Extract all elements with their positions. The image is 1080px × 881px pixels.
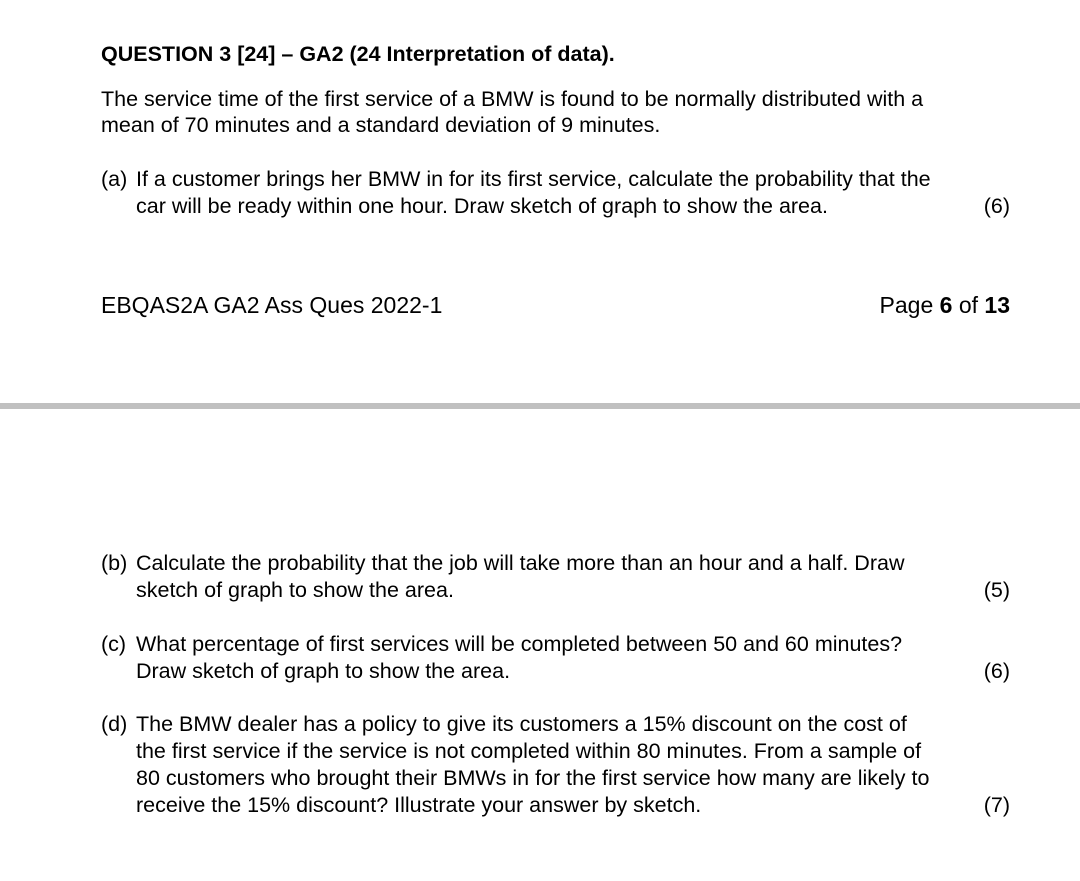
footer-code: EBQAS2A GA2 Ass Ques 2022-1 (101, 292, 443, 318)
part-label: (c) (101, 632, 127, 656)
question-title: QUESTION 3 [24] – GA2 (24 Interpretation of data). (101, 42, 615, 66)
part-line: The BMW dealer has a policy to give its customers a 15% discount on the cost of (136, 712, 907, 736)
part-line: If a customer brings her BMW in for its first service, calculate the probability that the (136, 167, 931, 191)
part-label: (a) (101, 167, 128, 191)
part-line: Draw sketch of graph to show the area. (136, 659, 511, 683)
footer-page-number (880, 291, 1010, 319)
intro-line: mean of 70 minutes and a standard deviation of 9 minutes. (101, 113, 661, 137)
part-marks: (7) (983, 793, 1010, 817)
part-marks: (6) (983, 659, 1010, 683)
page-separator (0, 403, 1080, 409)
of-word: of (958, 292, 979, 318)
part-line: the first service if the service is not completed within 80 minutes. From a sample of (136, 739, 922, 763)
page-word: Page (879, 292, 934, 318)
part-line: Calculate the probability that the job will take more than an hour and a half. Draw (136, 551, 905, 575)
part-label: (d) (101, 712, 128, 736)
part-marks: (5) (983, 578, 1010, 602)
part-label: (b) (101, 551, 128, 575)
part-line: 80 customers who brought their BMWs in for the first service how many are likely to (136, 766, 930, 790)
part-line: receive the 15% discount? Illustrate your answer by sketch. (136, 793, 702, 817)
page-total: 13 (984, 292, 1010, 318)
part-line: car will be ready within one hour. Draw sketch of graph to show the area. (136, 194, 828, 218)
page-current: 6 (939, 292, 953, 318)
part-line: sketch of graph to show the area. (136, 578, 454, 602)
part-marks: (6) (983, 194, 1010, 218)
part-line: What percentage of first services will be completed between 50 and 60 minutes? (136, 632, 903, 656)
intro-line: The service time of the first service of a BMW is found to be normally distributed with a (101, 87, 924, 111)
